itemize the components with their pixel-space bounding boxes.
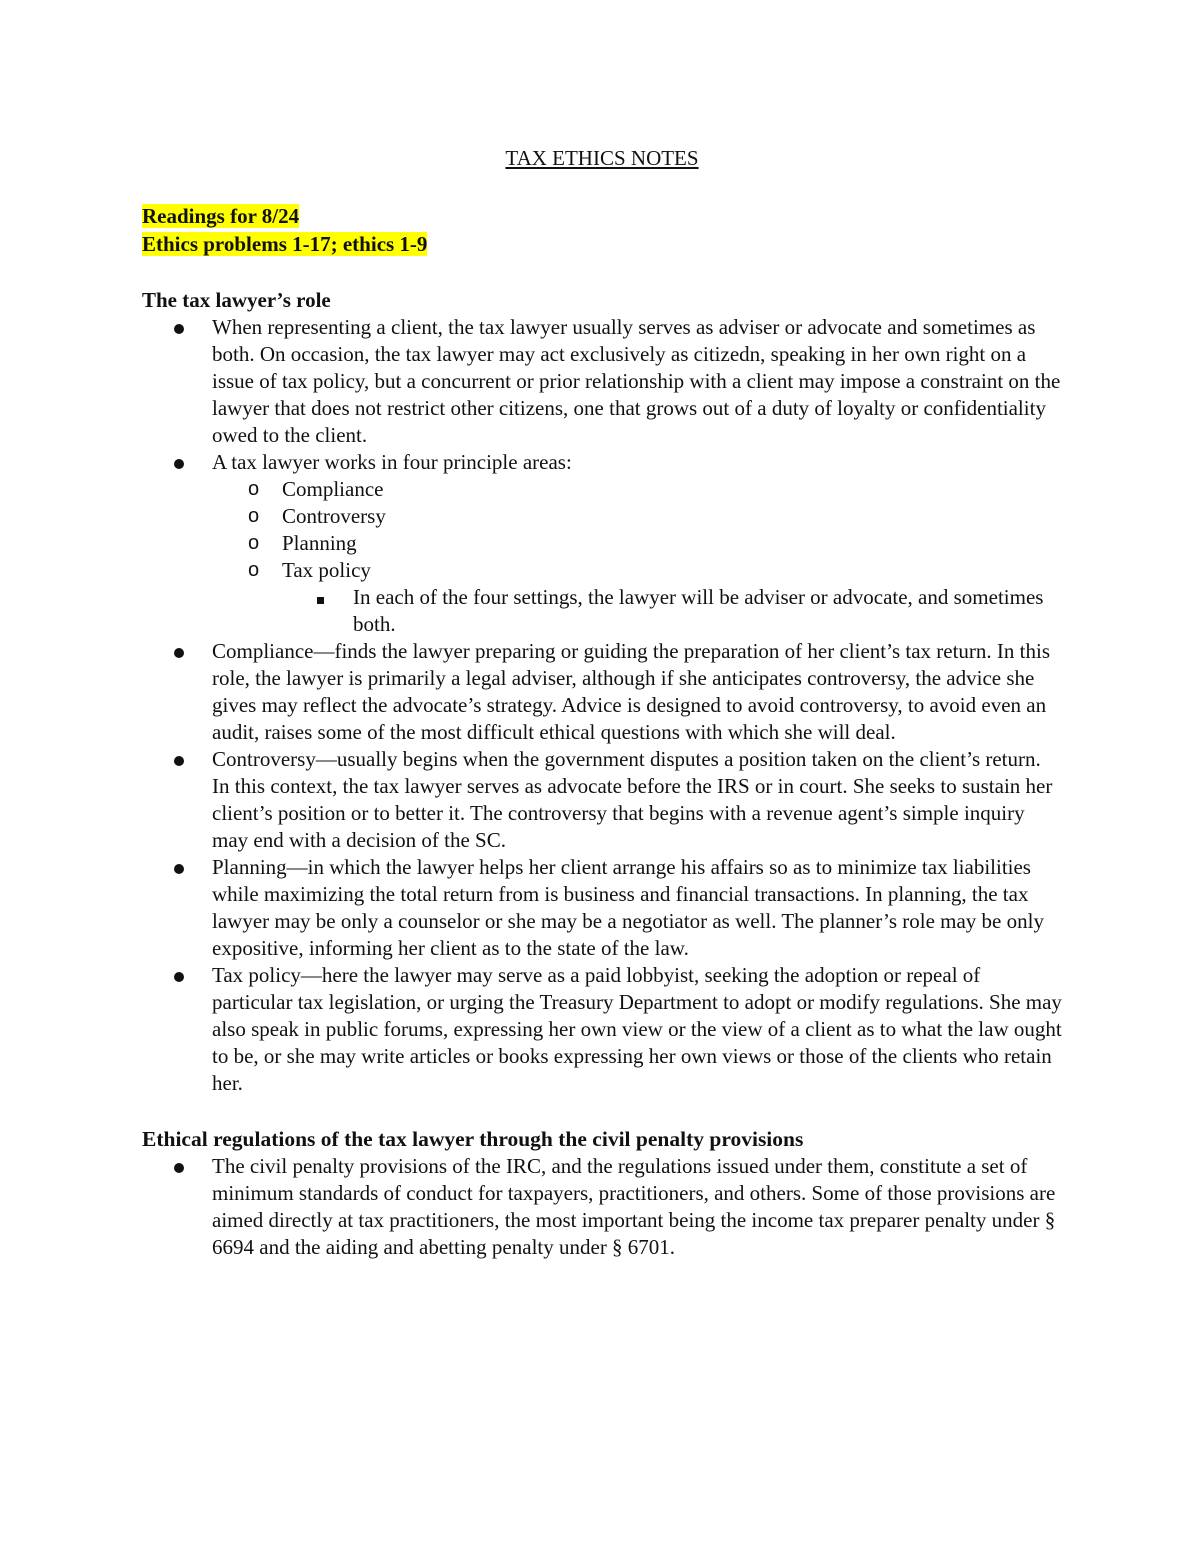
civil-penalty-list [142,1153,1062,1261]
list-item [142,314,1062,449]
sub-list-item-tax-policy [142,557,1062,584]
sub-list-item-text: Controversy [282,504,386,528]
sub-list-item-text: Tax policy [282,558,371,582]
list-item-text: Planning—in which the lawyer helps her client arrange his affairs so as to minimize tax liabilities while maximizing the total return from is business and financial transactions. In planning, the tax lawyer may be only a counselor or she may be a negotiator as well. The planner’s role may be only expositive, informing her client as to the state of the law. [212,855,1044,960]
square-bullet-icon [317,584,324,611]
spacer [142,1097,1062,1125]
tax-lawyer-role-list [142,314,1062,1097]
bullet-dot-icon [174,449,184,476]
bullet-dot-icon [174,746,184,773]
spacer [142,258,1062,286]
list-item [142,449,1062,476]
sub-list-item-text: Planning [282,531,357,555]
sub-list-item-text: Compliance [282,477,384,501]
bullet-dot-icon [174,314,184,341]
circle-bullet-icon: o [248,532,260,554]
sub-sub-list-item [142,584,1062,638]
section-heading-tax-lawyer-role: The tax lawyer’s role [142,288,331,312]
bullet-dot-icon [174,854,184,881]
readings-date-highlight: Readings for 8/24 [142,204,300,228]
document-title: TAX ETHICS NOTES [505,146,699,170]
list-item [142,746,1062,854]
sub-list-item-controversy [142,503,1062,530]
bullet-dot-icon [174,1153,184,1180]
section-heading-civil-penalty: Ethical regulations of the tax lawyer through the civil penalty provisions [142,1127,804,1151]
list-item-text: A tax lawyer works in four principle areas: [212,450,572,474]
sub-list-item-compliance [142,476,1062,503]
list-item [142,962,1062,1097]
list-item-text: The civil penalty provisions of the IRC, and the regulations issued under them, constitute a set of minimum standards of conduct for taxpayers, practitioners, and others. Some of those provisions are aimed directly at tax practitioners, the most important being the income tax preparer penalty under § 6694 and the aiding and abetting penalty under § 6701. [212,1154,1056,1259]
list-item-text: Tax policy—here the lawyer may serve as a paid lobbyist, seeking the adoption or repeal of particular tax legislation, or urging the Treasury Department to adopt or modify regulations. She may also speak in public forums, expressing her own view or the view of a client as to what the law ought to be, or she may write articles or books expressing her own views or those of the clients who retain her. [212,963,1062,1095]
sub-list-item-planning [142,530,1062,557]
list-item [142,854,1062,962]
list-item [142,638,1062,746]
readings-line-2 [142,230,1062,258]
list-item [142,1153,1062,1261]
readings-problems-highlight: Ethics problems 1-17; ethics 1-9 [142,232,428,256]
bullet-dot-icon [174,962,184,989]
circle-bullet-icon: o [248,478,260,500]
circle-bullet-icon: o [248,505,260,527]
bullet-dot-icon [174,638,184,665]
readings-line-1 [142,202,1062,230]
circle-bullet-icon: o [248,559,260,581]
list-item-text: Compliance—finds the lawyer preparing or guiding the preparation of her client’s tax return. In this role, the lawyer is primarily a legal adviser, although if she anticipates controversy, the advice she gives may reflect the advocate’s strategy. Advice is designed to avoid controversy, to avoid even an audit, raises some of the most difficult ethical questions with which she will deal. [212,639,1051,744]
list-item-text: When representing a client, the tax lawyer usually serves as adviser or advocate and sometimes as both. On occasion, the tax lawyer may act exclusively as citizedn, speaking in her own right on a issue of tax policy, but a concurrent or prior relationship with a client may impose a constraint on the lawyer that does not restrict other citizens, one that grows out of a duty of loyalty or confidentiality owed to the client. [212,315,1061,447]
list-item-text: Controversy—usually begins when the government disputes a position taken on the client’s return. In this context, the tax lawyer serves as advocate before the IRS or in court. She seeks to sustain her client’s position or to better it. The controversy that begins with a revenue agent’s simple inquiry may end with a decision of the SC. [212,747,1053,852]
sub-sub-list-item-text: In each of the four settings, the lawyer will be adviser or advocate, and sometimes both. [353,585,1044,636]
